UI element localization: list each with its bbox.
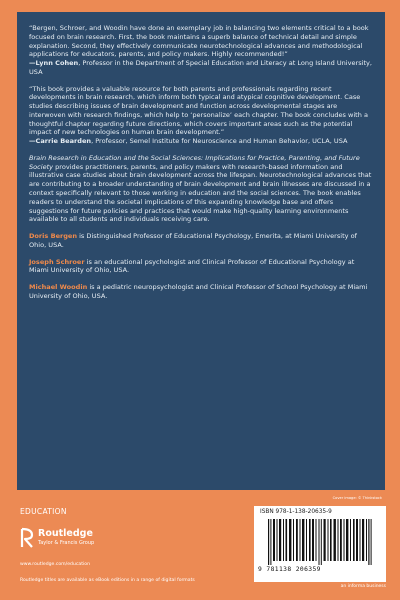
isbn-barcode-block [254,506,386,582]
publisher-website: www.routledge.com/education [20,562,90,567]
book-description [29,154,373,224]
informa-business-note: an informa business [340,584,386,589]
author-bio-3 [29,283,373,301]
author-bio-text-2: is an educational psychologist and Clinical Professor of Educational Psychology at Miami University of Ohio, USA. [29,257,355,275]
author-bio-2 [29,258,373,276]
subject-category: EDUCATION [20,507,67,516]
isbn-number: ISBN 978-1-138-20635-9 [260,509,332,515]
author-bio-text-3: is a pediatric neuropsychologist and Clinical Professor of School Psychology at Miami University of Ohio, USA. [29,283,368,300]
quote-1-text: “Bergen, Schroer, and Woodin have done an exemplary job in balancing two elements critical to a book focused on brain research. First, the book maintains a superb balance of technical detail and simple explanation. Second, they effectively communicate neurotechnological advances and methodological applications for educators, parents, and policy makers. Highly recommended!” [29,24,369,59]
author-name-2: Joseph Schroer [29,257,85,266]
author-bio-1 [29,232,373,250]
book-title-italic: Brain Research in Education and the Social Sciences: Implications for Practice, Parenting, and Future Society [29,153,360,171]
publisher-name: Routledge [38,528,93,539]
quote-1-attribution-affiliation: , Professor in the Department of Special Education and Literacy at Long Island University, USA [29,59,372,76]
quote-2-attribution-affiliation: , Professor, Semel Institute for Neuroscience and Human Behavior, UCLA, USA [91,137,348,146]
quote-1-attribution-name: —Lynn Cohen [29,59,79,68]
publisher-logo [20,527,150,551]
author-name-1: Doris Bergen [29,232,78,241]
quote-1 [29,24,373,77]
quote-2-text: “This book provides a valuable resource for both parents and professionals regarding recent developments in brain research, which inform both typical and atypical cognitive development. Case studies describing issues of brain development and function across developmental stages are interwoven with research findings, which help to ‘personalize’ each chapter. The book concludes with a thoughtful chapter regarding future directions, which covers important areas such as the potential impact of new technologies on human brain development.” [29,84,368,137]
ebook-availability-note: Routledge titles are available as eBook editions in a range of digital formats [20,578,195,583]
publisher-group: Taylor & Francis Group [38,540,95,546]
author-bio-text-1: is Distinguished Professor of Educational Psychology, Emerita, at Miami University of Ohio, USA. [29,232,357,249]
book-description-body: provides practitioners, parents, and policy makers with research-based information and illustrative case studies about brain development across the lifespan. Neurotechnological advances that are contributing to a broader understanding of brain development and brain illnesses are discussed in a context specifically relevant to those working in education and the social sciences. The book enables readers to understand the societal implications of this expanding knowledge base and offers suggestions for future policies and practices that would make high-quality learning environments available to all students and individuals receiving care. [29,162,372,224]
back-cover-text-panel [17,12,385,490]
quote-2-attribution-name: —Carrie Bearden [29,137,92,146]
quote-2 [29,85,373,146]
cover-image-credit: Cover image: © Thinkstock [332,496,382,500]
barcode-icon [268,519,372,565]
barcode-digits: 9 781138 206359 [258,566,321,573]
routledge-r-icon [20,527,34,549]
author-name-3: Michael Woodin [29,283,88,292]
